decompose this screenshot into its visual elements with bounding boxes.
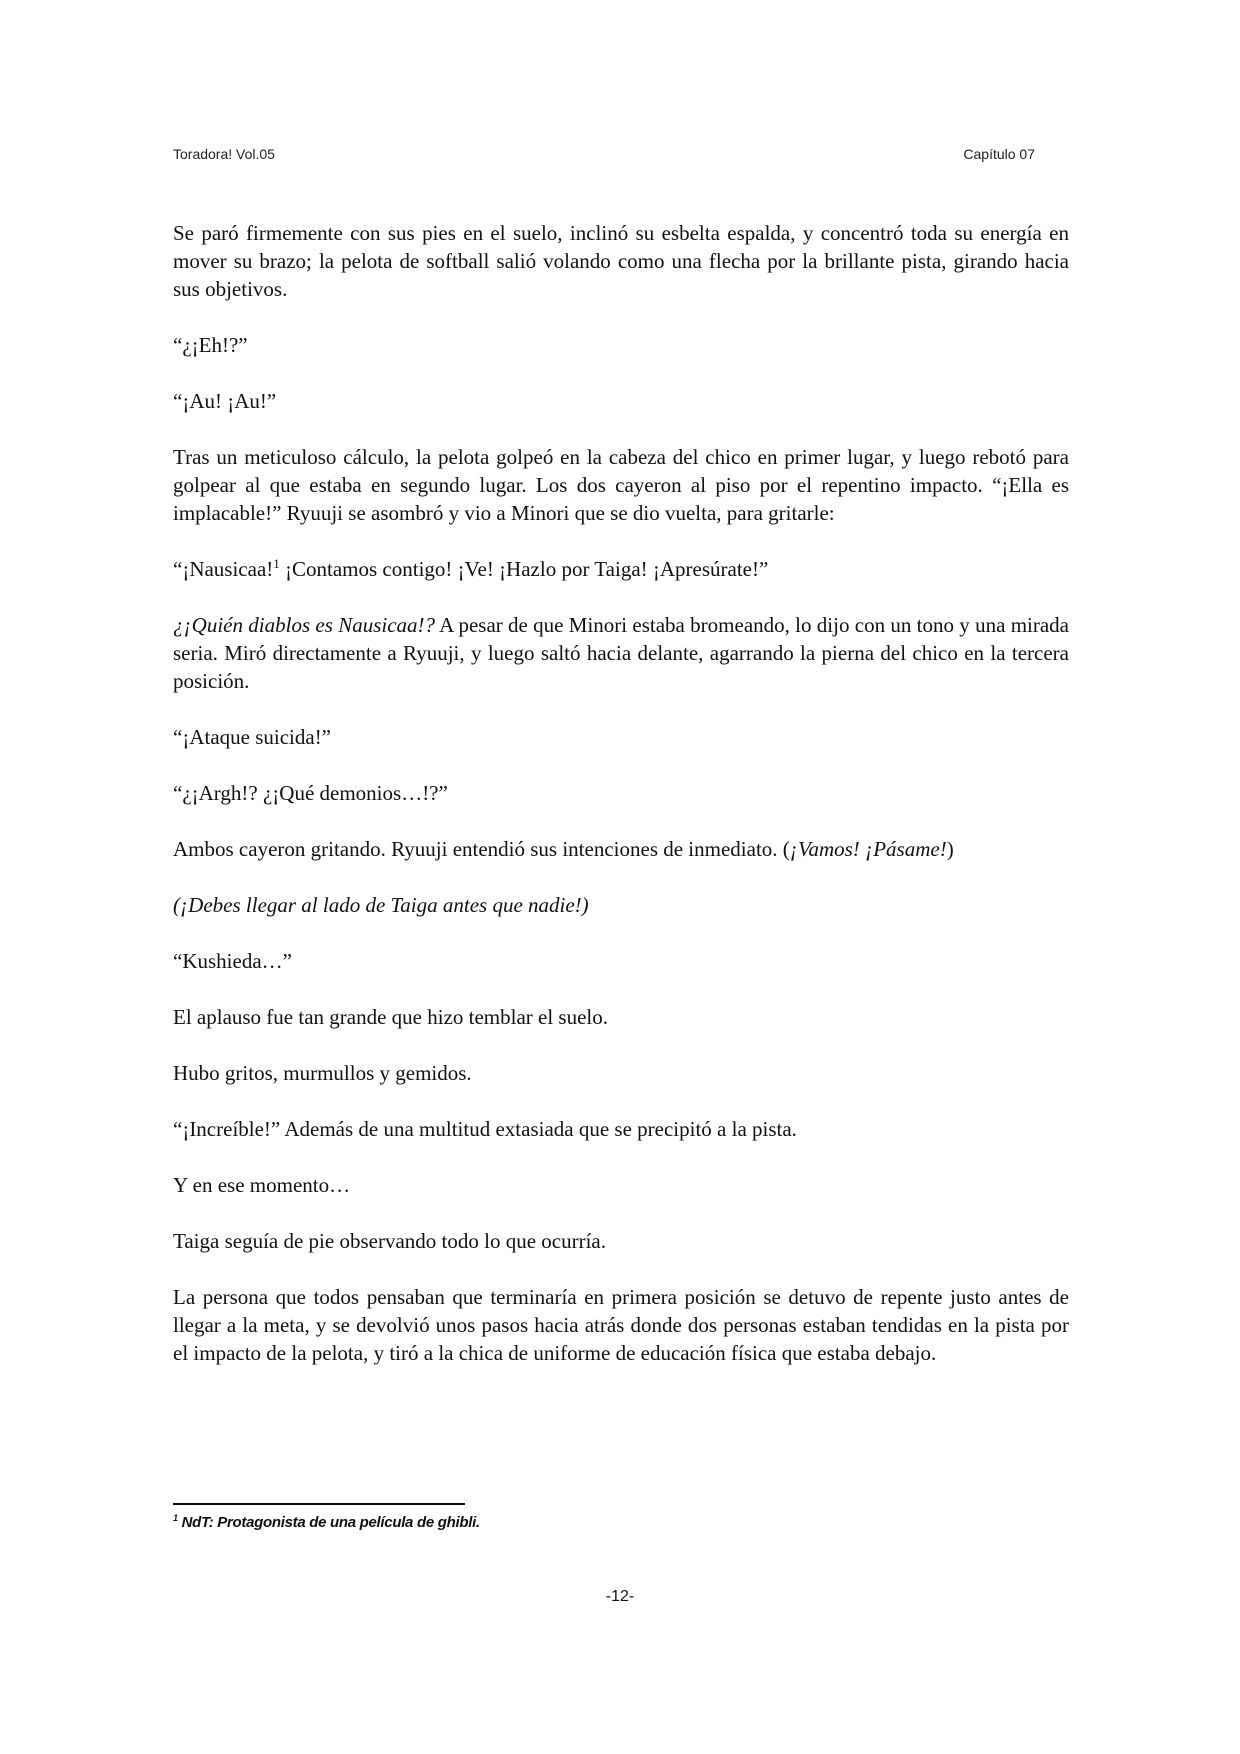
dialogue-line: “¡Au! ¡Au!” — [173, 389, 277, 413]
dialogue-line: “¿¡Argh!? ¿¡Qué demonios…!?” — [173, 781, 448, 805]
paragraph: “¡Increíble!” Además de una multitud extasiada que se precipitó a la pista. — [173, 1117, 797, 1141]
paragraph: La persona que todos pensaban que terminaría en primera posición se detuvo de repente justo antes de llegar a la meta, y se devolvió unos pasos hacia atrás donde dos personas estaban tendidas en la pista por el impacto de la pelota, y tiró a la chica de uniforme de educación física que estaba debajo. — [173, 1285, 1069, 1365]
italic-thought: ¡Vamos! ¡Pásame! — [789, 837, 947, 861]
italic-thought: (¡Debes llegar al lado de Taiga antes que nadie!) — [173, 893, 589, 917]
footnote-reference: 1 — [273, 556, 280, 571]
paragraph: Se paró firmemente con sus pies en el suelo, inclinó su esbelta espalda, y concentró toda su energía en mover su brazo; la pelota de softball salió volando como una flecha por la brillante pista, girando hacia sus objetivos. — [173, 221, 1069, 301]
italic-paragraph — [173, 891, 1069, 919]
dialogue-line: “¡Ataque suicida!” — [173, 725, 332, 749]
text-run: Ambos cayeron gritando. Ryuuji entendió sus intenciones de inmediato. ( — [173, 837, 790, 861]
text-run: A pesar de que Minori estaba bromeando, lo dijo con un tono y una mirada seria. Miró directamente a Ryuuji, y luego saltó hacia delante, agarrando la pierna del chico en la tercera posición. — [173, 613, 1069, 693]
paragraph: Y en ese momento… — [173, 1173, 351, 1197]
text-run: “¡Nausicaa! — [173, 557, 274, 581]
running-header — [173, 146, 1035, 168]
page-number: -12- — [605, 1588, 635, 1605]
footnote-text: NdT: Protagonista de una película de ghibli. — [177, 1514, 480, 1531]
paragraph — [173, 611, 1069, 695]
footnote — [173, 1514, 1069, 1531]
paragraph — [173, 835, 1069, 863]
footnote-divider — [173, 1503, 465, 1505]
paragraph: El aplauso fue tan grande que hizo temblar el suelo. — [173, 1005, 609, 1029]
body-text — [173, 219, 1069, 1367]
paragraph: Hubo gritos, murmullos y gemidos. — [173, 1061, 472, 1085]
paragraph: Taiga seguía de pie observando todo lo que ocurría. — [173, 1229, 606, 1253]
dialogue-line — [173, 555, 1069, 583]
footnote-marker: 1 — [173, 1513, 178, 1523]
paragraph: Tras un meticuloso cálculo, la pelota golpeó en la cabeza del chico en primer lugar, y luego rebotó para golpear al que estaba en segundo lugar. Los dos cayeron al piso por el repentino impacto. “¡Ella es implacable!” Ryuuji se asombró y vio a Minori que se dio vuelta, para gritarle: — [173, 445, 1069, 525]
chapter-title: Capítulo 07 — [963, 146, 1035, 162]
italic-thought: ¿¡Quién diablos es Nausicaa!? — [173, 613, 436, 637]
text-run: ¡Contamos contigo! ¡Ve! ¡Hazlo por Taiga! ¡Apresúrate!” — [279, 557, 769, 581]
text-run: ) — [946, 837, 954, 861]
dialogue-line: “¿¡Eh!?” — [173, 333, 248, 357]
dialogue-line: “Kushieda…” — [173, 949, 292, 973]
book-title: Toradora! Vol.05 — [173, 146, 275, 162]
